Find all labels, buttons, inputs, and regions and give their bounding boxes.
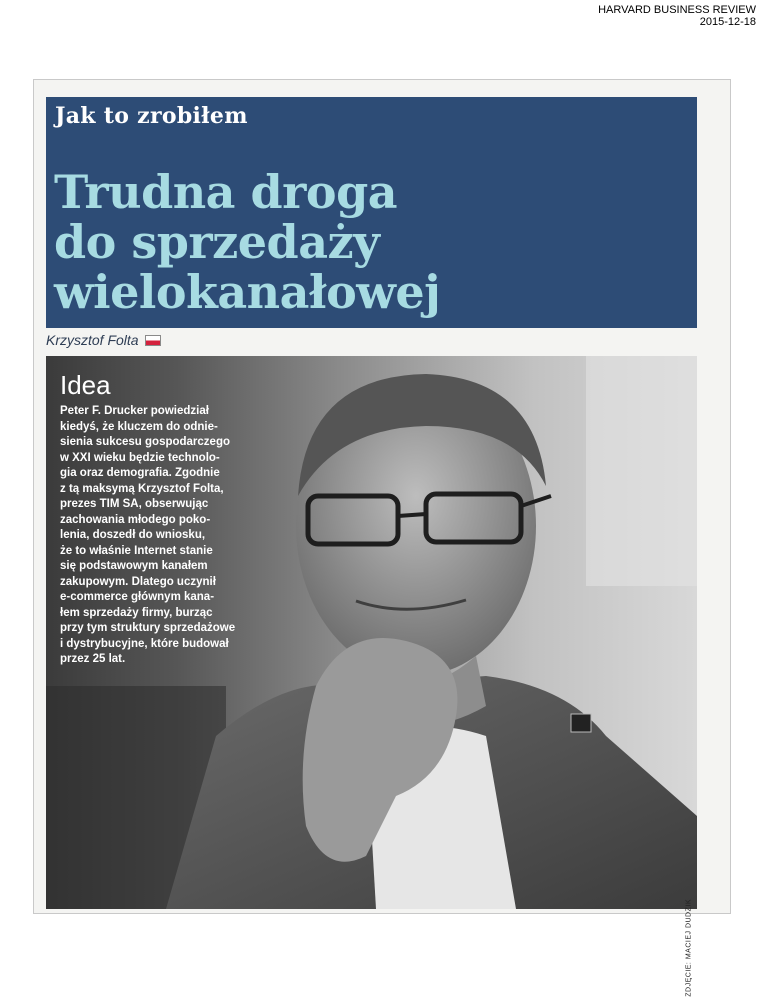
lede-line: sienia sukcesu gospodarczego <box>60 436 231 448</box>
publication-name: HARVARD BUSINESS REVIEW <box>598 4 756 16</box>
lede-line: z tą maksymą Krzysztof Folta, <box>60 482 224 495</box>
lede-line: prezes TIM SA, obserwując <box>60 498 209 510</box>
article-headline <box>54 167 694 317</box>
headline-line-1: Trudna droga <box>54 165 398 219</box>
portrait-photo <box>46 356 697 997</box>
headline-line-3: wielokanałowej <box>54 265 441 319</box>
title-banner <box>46 97 697 328</box>
lede-line: gia oraz demografia. Zgodnie <box>60 467 220 479</box>
lede-line: zakupowym. Dlatego uczynił <box>60 575 216 588</box>
lede-line: i dystrybucyjne, które budował <box>60 637 229 650</box>
lede-line: się podstawowym kanałem <box>60 560 208 572</box>
photo-credit: ZDJĘCIE: MACIEJ DUDZIK <box>686 899 693 997</box>
lede-line: przy tym struktury sprzedażowe <box>60 622 236 634</box>
lede-line: że to właśnie Internet stanie <box>60 544 213 557</box>
publication-date: 2015-12-18 <box>699 16 756 28</box>
lede-line: Peter F. Drucker powiedział <box>60 405 209 417</box>
lede-line: lenia, doszedł do wniosku, <box>60 529 206 541</box>
author-name: Krzysztof Folta <box>46 332 139 348</box>
lede-line: przez 25 lat. <box>60 653 126 665</box>
byline <box>46 332 161 348</box>
lede <box>60 370 272 668</box>
document-meta <box>598 4 756 28</box>
lede-title: Idea <box>60 370 111 400</box>
headline-line-2: do sprzedaży <box>54 215 380 269</box>
lede-line: e-commerce głównym kana- <box>60 591 215 603</box>
section-label: Jak to zrobiłem <box>55 103 248 129</box>
poland-flag-icon <box>145 335 161 346</box>
lede-line: zachowania młodego poko- <box>60 513 211 526</box>
lede-body <box>60 404 272 668</box>
lede-line: łem sprzedaży firmy, burząc <box>60 606 213 619</box>
scanned-page <box>33 79 731 997</box>
lede-line: w XXI wieku będzie technolo- <box>60 451 220 464</box>
lede-line: kiedyś, że kluczem do odnie- <box>60 420 218 433</box>
